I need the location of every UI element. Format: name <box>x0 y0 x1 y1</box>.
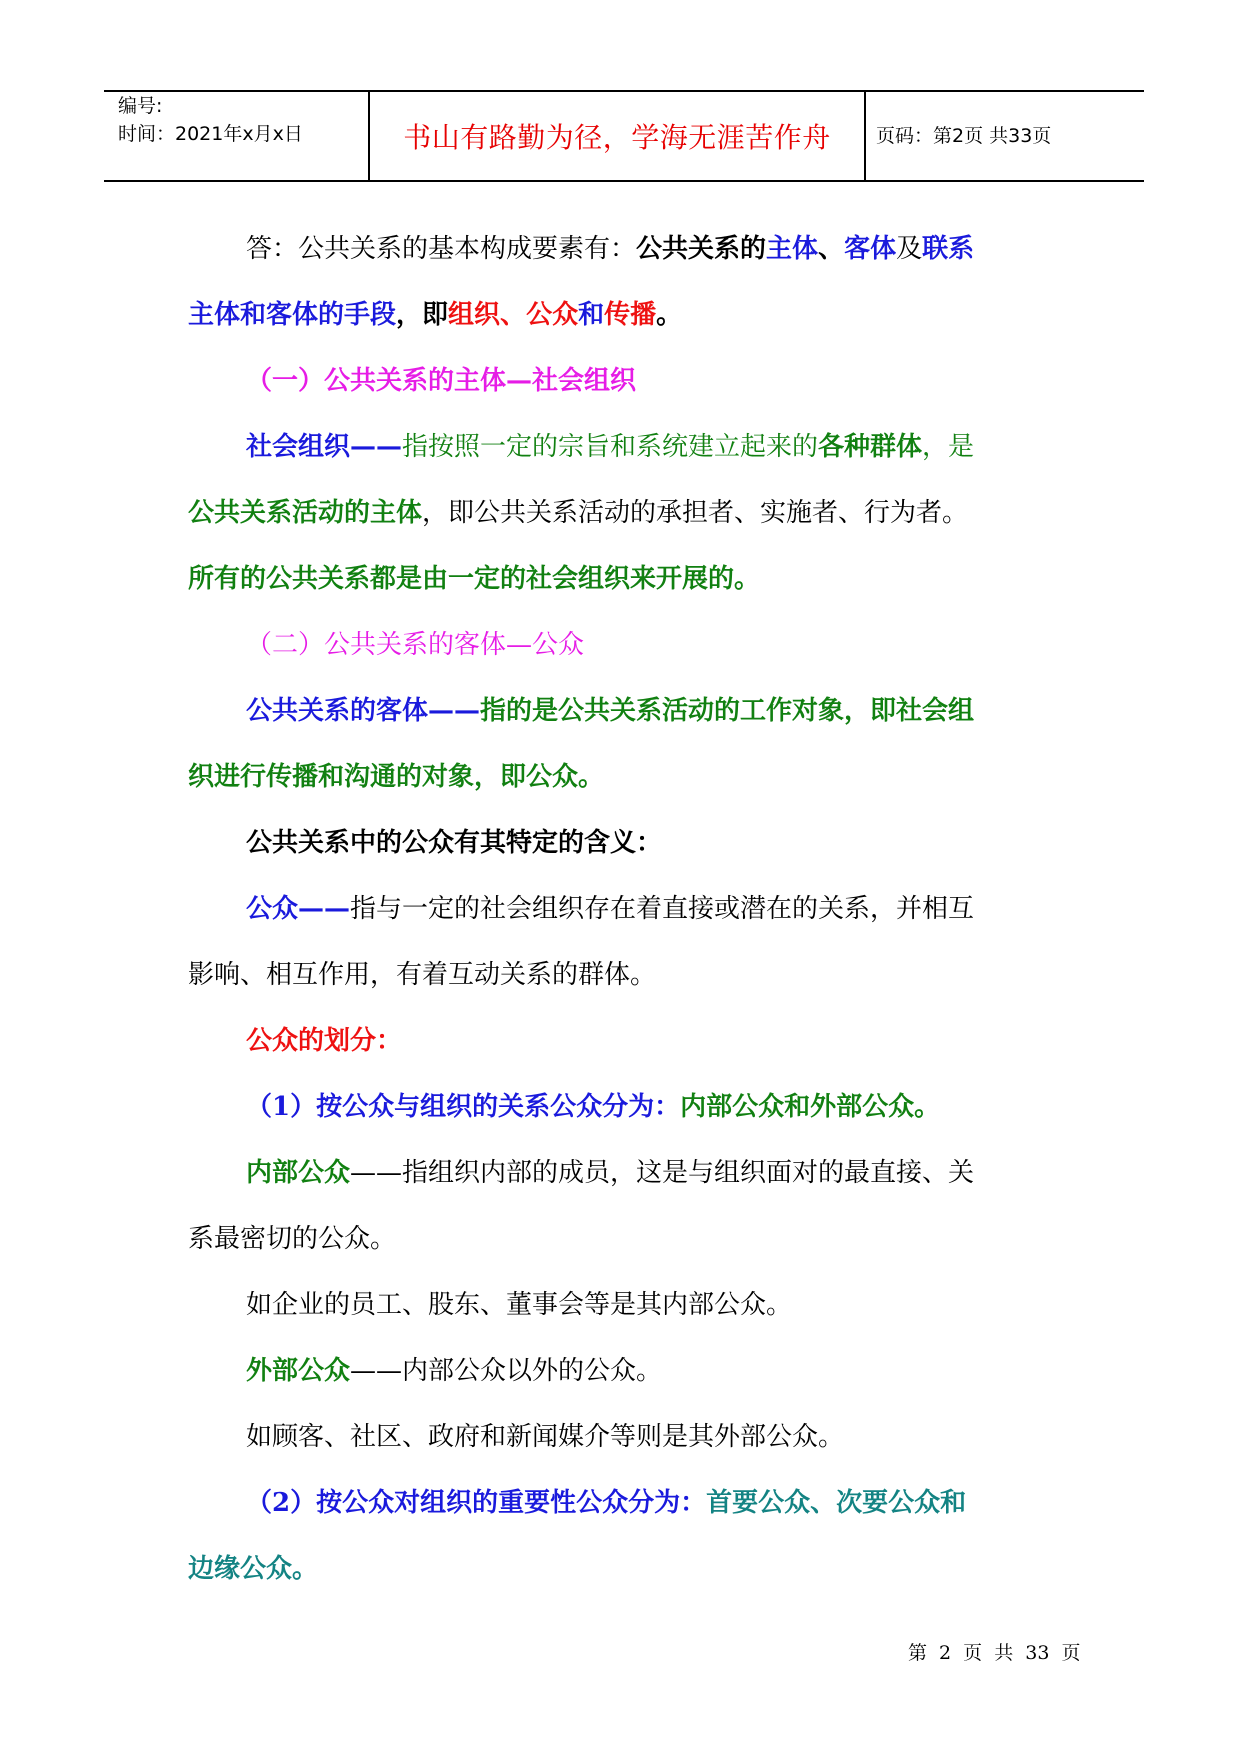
text-span: 公众 <box>526 300 579 330</box>
text-span: 、 <box>818 234 845 264</box>
text-span: 公共关系的客体—— <box>246 696 481 726</box>
paragraph-4 <box>188 480 1068 546</box>
text-span: 公共关系的 <box>636 234 767 264</box>
text-span: 外部公众 <box>246 1356 351 1386</box>
page-header <box>104 90 1144 182</box>
paragraph-15 <box>188 1338 1068 1404</box>
text-span: 影响、相互作用，有着互动关系的群体。 <box>188 960 657 990</box>
text-span: 如企业的员工、股东、董事会等是其内部公众。 <box>246 1290 793 1320</box>
text-span: 指按照一定的宗旨和系统建立起来的 <box>402 432 819 462</box>
text-span: 公共关系中的公众有其特定的含义： <box>246 828 663 858</box>
text-span: 首要公众、次要公众和 <box>706 1488 967 1518</box>
text-span: 、 <box>500 300 527 330</box>
time-label: 时间：2021年x月x日 <box>118 123 303 145</box>
text-span: 边缘公众。 <box>188 1554 319 1584</box>
page-footer: 第 2 页 共 33 页 <box>908 1642 1081 1664</box>
text-span: 各种群体 <box>818 432 923 462</box>
paragraph-9 <box>188 876 1068 942</box>
section-heading-2 <box>188 612 1068 678</box>
paragraph-18 <box>188 1536 1068 1602</box>
text-span: 。 <box>656 300 683 330</box>
text-span: ——内部公众以外的公众。 <box>350 1356 663 1386</box>
section-heading-3 <box>188 1008 1068 1074</box>
paragraph-12 <box>188 1140 1068 1206</box>
paragraph-3 <box>188 414 1068 480</box>
motto-text: 书山有路勤为径，学海无涯苦作舟 <box>403 121 831 154</box>
paragraph-7 <box>188 744 1068 810</box>
text-span: 联系 <box>922 234 975 264</box>
text-span: ，即公共关系活动的承担者、实施者、行为者。 <box>422 498 969 528</box>
paragraph-8 <box>188 810 1068 876</box>
text-span: 公众的划分： <box>246 1026 403 1056</box>
text-span: （二）公共关系的客体—公众 <box>246 630 585 660</box>
header-right-cell <box>866 92 1142 180</box>
text-span: 主体和客体的手段 <box>188 300 397 330</box>
paragraph-13 <box>188 1206 1068 1272</box>
text-span: 公众—— <box>246 894 351 924</box>
text-span: ，是 <box>922 432 975 462</box>
text-span: 系最密切的公众。 <box>188 1224 397 1254</box>
text-span: 织进行传播和沟通的对象，即公众。 <box>188 762 605 792</box>
section-heading-1 <box>188 348 1068 414</box>
paragraph-5 <box>188 546 1068 612</box>
text-span: 客体 <box>844 234 897 264</box>
text-span: 指的是公共关系活动的工作对象，即社会组 <box>480 696 975 726</box>
paragraph-1 <box>188 216 1068 282</box>
paragraph-14 <box>188 1272 1068 1338</box>
paragraph-6 <box>188 678 1068 744</box>
text-span: 公共关系活动的主体 <box>188 498 423 528</box>
text-span: 主体 <box>766 234 819 264</box>
document-body <box>188 216 1068 1602</box>
text-span: 答：公共关系的基本构成要素有： <box>246 234 637 264</box>
text-span: 及 <box>896 234 923 264</box>
text-span: ——指组织内部的成员，这是与组织面对的最直接、关 <box>350 1158 975 1188</box>
text-span: 内部公众 <box>246 1158 351 1188</box>
text-span: （2）按公众对组织的重要性公众分为： <box>246 1488 707 1518</box>
text-span: 组织 <box>448 300 501 330</box>
text-span: 如顾客、社区、政府和新闻媒介等则是其外部公众。 <box>246 1422 845 1452</box>
number-label: 编号: <box>118 95 163 117</box>
text-span: 社会组织—— <box>246 432 403 462</box>
text-span: 所有的公共关系都是由一定的社会组织来开展的。 <box>188 564 761 594</box>
paragraph-17 <box>188 1470 1068 1536</box>
text-span: 传播 <box>604 300 657 330</box>
text-span: （1）按公众与组织的关系公众分为： <box>246 1092 681 1122</box>
header-left-cell <box>104 92 370 180</box>
paragraph-16 <box>188 1404 1068 1470</box>
paragraph-11 <box>188 1074 1068 1140</box>
header-middle-cell <box>370 92 866 180</box>
paragraph-10 <box>188 942 1068 1008</box>
text-span: 指与一定的社会组织存在着直接或潜在的关系，并相互 <box>350 894 975 924</box>
text-span: ，即 <box>396 300 449 330</box>
paragraph-2 <box>188 282 1068 348</box>
page-info: 页码：第2页 共33页 <box>876 124 1052 147</box>
text-span: 内部公众和外部公众。 <box>680 1092 941 1122</box>
text-span: 和 <box>578 300 605 330</box>
text-span: （一）公共关系的主体—社会组织 <box>246 366 637 396</box>
